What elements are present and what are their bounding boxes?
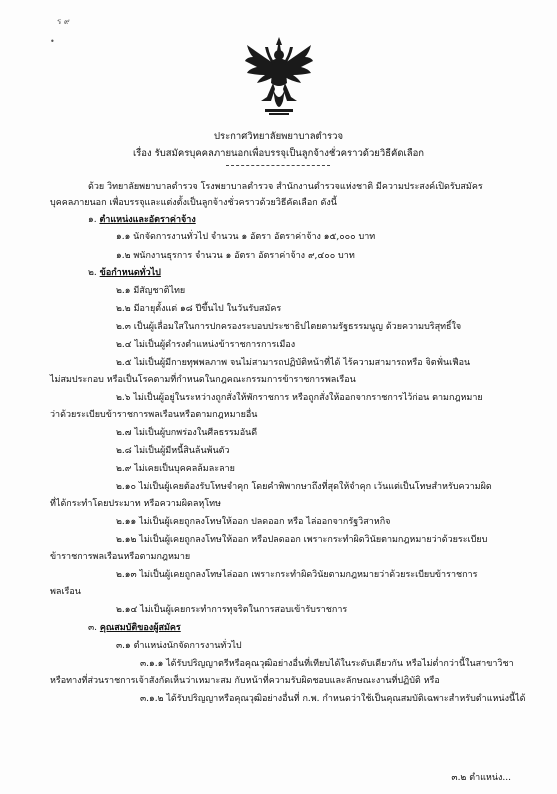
announcement-title: ประกาศวิทยาลัยพยาบาลตำรวจ xyxy=(213,131,344,142)
list-item: ๒.๑๒ ไม่เป็นผู้เคยถูกลงโทษให้ออก หรือปลดออก เพราะกระทำผิดวินัยตามกฎหมายว่าด้วยระเบียบ xyxy=(116,535,488,545)
list-item: ๒.๑ มีสัญชาติไทย xyxy=(116,286,186,296)
section-heading xyxy=(88,622,181,634)
list-item: ๒.๓ เป็นผู้เลื่อมใสในการปกครองระบอบประชาธิปไตยตามรัฐธรรมนูญ ด้วยความบริสุทธิ์ใจ xyxy=(116,322,462,332)
list-item: ๒.๕ ไม่เป็นผู้มีกายทุพพลภาพ จนไม่สามารถปฏิบัติหน้าที่ได้ ไร้ความสามารถหรือ จิตฟั่นเฟือน xyxy=(116,358,471,368)
list-item: ๓.๑.๑ ได้รับปริญญาตรีหรือคุณวุฒิอย่างอื่นที่เทียบได้ในระดับเดียวกัน หรือไม่ต่ำกว่านี้ในสาขาวิชา xyxy=(140,659,514,669)
list-item: ๒.๙ ไม่เคยเป็นบุคคลล้มละลาย xyxy=(116,464,235,474)
section-heading xyxy=(88,214,196,226)
list-item: ๒.๗ ไม่เป็นผู้บกพร่องในศีลธรรมอันดี xyxy=(116,428,258,438)
section-title: คุณสมบัติของผู้สมัคร xyxy=(99,623,181,633)
list-item-continuation: ที่ได้กระทำโดยประมาท หรือความผิดลหุโทษ xyxy=(50,499,222,509)
list-item: ๒.๑๐ ไม่เป็นผู้เคยต้องรับโทษจำคุก โดยคำพิพากษาถึงที่สุดให้จำคุก เว้นแต่เป็นโทษสำหรับความผิด xyxy=(116,482,492,492)
list-item: ๑.๒ พนักงานธุรการ จำนวน ๑ อัตรา อัตราค่าจ้าง ๙,๔๐๐ บาท xyxy=(116,251,355,261)
list-item: ๓.๑ ตำแหน่งนักจัดการงานทั่วไป xyxy=(116,641,242,651)
list-item: ๒.๑๑ ไม่เป็นผู้เคยถูกลงโทษให้ออก ปลดออก หรือ ไล่ออกจากรัฐวิสาหกิจ xyxy=(116,517,391,527)
list-item-continuation: หรือทางที่ส่วนราชการเจ้าสังกัดเห็นว่าเหมาะสม กับหน้าที่ความรับผิดชอบและลักษณะงานที่ปฏิบัติ หรือ xyxy=(50,676,440,686)
announcement-subject: เรื่อง รับสมัครบุคคลภายนอกเพื่อบรรจุเป็นลูกจ้างชั่วคราวด้วยวิธีคัดเลือก xyxy=(132,148,425,159)
continuation-marker: ๓.๒ ตำแหน่ง... xyxy=(451,773,511,783)
list-item: ๒.๔ ไม่เป็นผู้ดำรงตำแหน่งข้าราชการการเมือง xyxy=(116,340,296,350)
list-item: ๒.๖ ไม่เป็นผู้อยู่ในระหว่างถูกสั่งให้พักราชการ หรือถูกสั่งให้ออกจากราชการไว้ก่อน ตามกฎหมาย xyxy=(116,393,483,403)
section-heading xyxy=(88,267,161,279)
list-item-continuation: ไม่สมประกอบ หรือเป็นโรคตามที่กำหนดในกฎคณะกรรมการข้าราชการพลเรือน xyxy=(50,375,356,385)
section-number: ๒. xyxy=(88,268,97,278)
section-title: ข้อกำหนดทั่วไป xyxy=(99,268,161,278)
garuda-emblem-icon xyxy=(243,35,315,119)
list-item: ๒.๘ ไม่เป็นผู้มีหนี้สินล้นพ้นตัว xyxy=(116,446,230,456)
list-item: ๑.๑ นักจัดการงานทั่วไป จำนวน ๑ อัตรา อัตราค่าจ้าง ๑๕,๐๐๐ บาท xyxy=(116,232,376,242)
list-item: ๒.๒ มีอายุตั้งแต่ ๑๘ ปีขึ้นไป ในวันรับสมัคร xyxy=(116,304,282,314)
intro-line-1: ด้วย วิทยาลัยพยาบาลตำรวจ โรงพยาบาลตำรวจ สำนักงานตำรวจแห่งชาติ มีความประสงค์เปิดรับสมัคร xyxy=(88,182,483,192)
section-number: ๑. xyxy=(88,215,97,225)
list-item: ๒.๑๔ ไม่เป็นผู้เคยกระทำการทุจริตในการสอบเข้ารับราชการ xyxy=(116,605,348,615)
title-divider xyxy=(226,165,330,166)
section-number: ๓. xyxy=(88,623,98,633)
list-item-continuation: ข้าราชการพลเรือนหรือตามกฎหมาย xyxy=(50,552,191,562)
list-item-continuation: ว่าด้วยระเบียบข้าราชการพลเรือนหรือตามกฎหมายอื่น xyxy=(50,410,258,420)
list-item: ๓.๑.๒ ได้รับปริญญาหรือคุณวุฒิอย่างอื่นที่ ก.พ. กำหนดว่าใช้เป็นคุณสมบัติเฉพาะสำหรับตำแหน่งนี้ได้ xyxy=(140,694,526,704)
list-item-continuation: พลเรือน xyxy=(50,587,81,597)
intro-line-2: บุคคลภายนอก เพื่อบรรจุและแต่งตั้งเป็นลูกจ้างชั่วคราวด้วยวิธีคัดเลือก ดังนี้ xyxy=(50,198,337,208)
handwritten-mark: ร ๙ xyxy=(57,17,70,26)
list-item: ๒.๑๓ ไม่เป็นผู้เคยถูกลงโทษไล่ออก เพราะกระทำผิดวินัยตามกฎหมายว่าด้วยระเบียบข้าราชการ xyxy=(116,570,478,580)
section-title: ตำแหน่งและอัตราค่าจ้าง xyxy=(99,215,196,225)
ink-dot: • xyxy=(50,37,55,46)
